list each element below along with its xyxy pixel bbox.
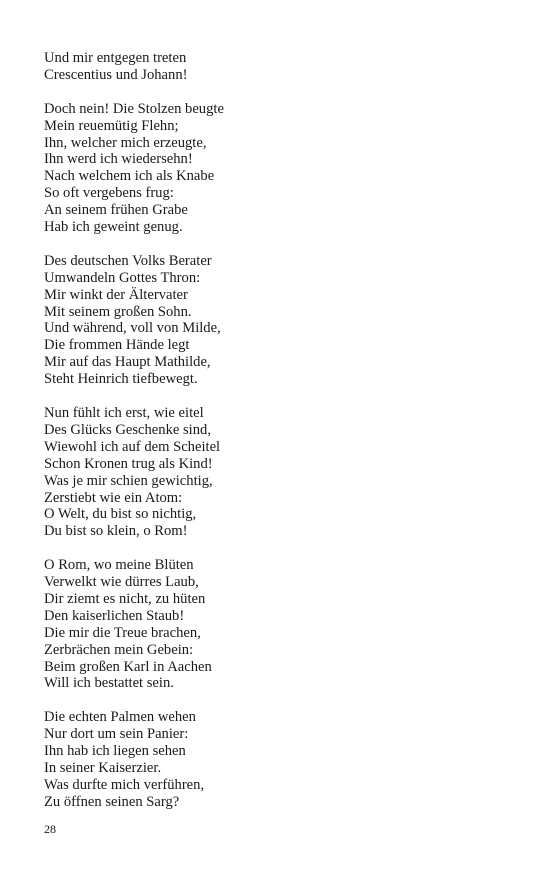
verse-line: Ihn, welcher mich erzeugte, xyxy=(44,134,207,151)
stanza-6 xyxy=(44,709,504,810)
verse-line: Dir ziemt es nicht, zu hüten xyxy=(44,590,206,607)
stanza-1 xyxy=(44,50,504,84)
verse-line: Du bist so klein, o Rom! xyxy=(44,523,188,540)
verse-line: Die mir die Treue brachen, xyxy=(44,624,201,641)
verse-line: Verwelkt wie dürres Laub, xyxy=(44,574,199,591)
verse-line: An seinem frühen Grabe xyxy=(44,202,188,219)
verse-line: So oft vergebens frug: xyxy=(44,185,174,202)
verse-line: Steht Heinrich tiefbewegt. xyxy=(44,371,198,388)
verse-line: Crescentius und Johann! xyxy=(44,66,188,83)
verse-line: Nur dort um sein Panier: xyxy=(44,726,189,743)
verse-line: Wiewohl ich auf dem Scheitel xyxy=(44,438,221,455)
verse-line: Zu öffnen seinen Sarg? xyxy=(44,793,180,810)
poem-body xyxy=(44,50,504,811)
verse-line: Beim großen Karl in Aachen xyxy=(44,658,212,675)
verse-line: Und während, voll von Milde, xyxy=(44,320,221,337)
verse-line: Des Glücks Geschenke sind, xyxy=(44,421,211,438)
stanza-5 xyxy=(44,557,504,692)
page-number: 28 xyxy=(44,822,56,836)
verse-line: Umwandeln Gottes Thron: xyxy=(44,269,201,286)
verse-line: Zerstiebt wie ein Atom: xyxy=(44,489,183,506)
verse-line: Nun fühlt ich erst, wie eitel xyxy=(44,404,204,421)
verse-line: Hab ich geweint genug. xyxy=(44,219,183,236)
stanza-4 xyxy=(44,405,504,540)
verse-line: Mein reuemütig Flehn; xyxy=(44,117,179,134)
verse-line: Mir winkt der Ältervater xyxy=(44,286,188,303)
verse-line: Doch nein! Die Stolzen beugte xyxy=(44,100,224,117)
verse-line: Will ich bestattet sein. xyxy=(44,675,174,692)
verse-line: Was je mir schien gewichtig, xyxy=(44,472,213,489)
verse-line: Ihn hab ich liegen sehen xyxy=(44,743,186,760)
verse-line: Und mir entgegen treten xyxy=(44,50,187,66)
verse-line: O Welt, du bist so nichtig, xyxy=(44,506,197,523)
verse-line: Zerbrächen mein Gebein: xyxy=(44,641,194,658)
stanza-3 xyxy=(44,253,504,388)
stanza-2 xyxy=(44,101,504,236)
verse-line: Des deutschen Volks Berater xyxy=(44,252,212,269)
verse-line: Nach welchem ich als Knabe xyxy=(44,168,215,185)
verse-line: Mit seinem großen Sohn. xyxy=(44,303,192,320)
verse-line: Den kaiserlichen Staub! xyxy=(44,607,185,624)
verse-line: Schon Kronen trug als Kind! xyxy=(44,455,213,472)
verse-line: Mir auf das Haupt Mathilde, xyxy=(44,354,211,371)
verse-line: Die echten Palmen wehen xyxy=(44,709,196,726)
verse-line: Ihn werd ich wiedersehn! xyxy=(44,151,193,168)
verse-line: In seiner Kaiserzier. xyxy=(44,759,162,776)
verse-line: Die frommen Hände legt xyxy=(44,337,190,354)
verse-line: Was durfte mich verführen, xyxy=(44,776,205,793)
verse-line: O Rom, wo meine Blüten xyxy=(44,557,194,574)
